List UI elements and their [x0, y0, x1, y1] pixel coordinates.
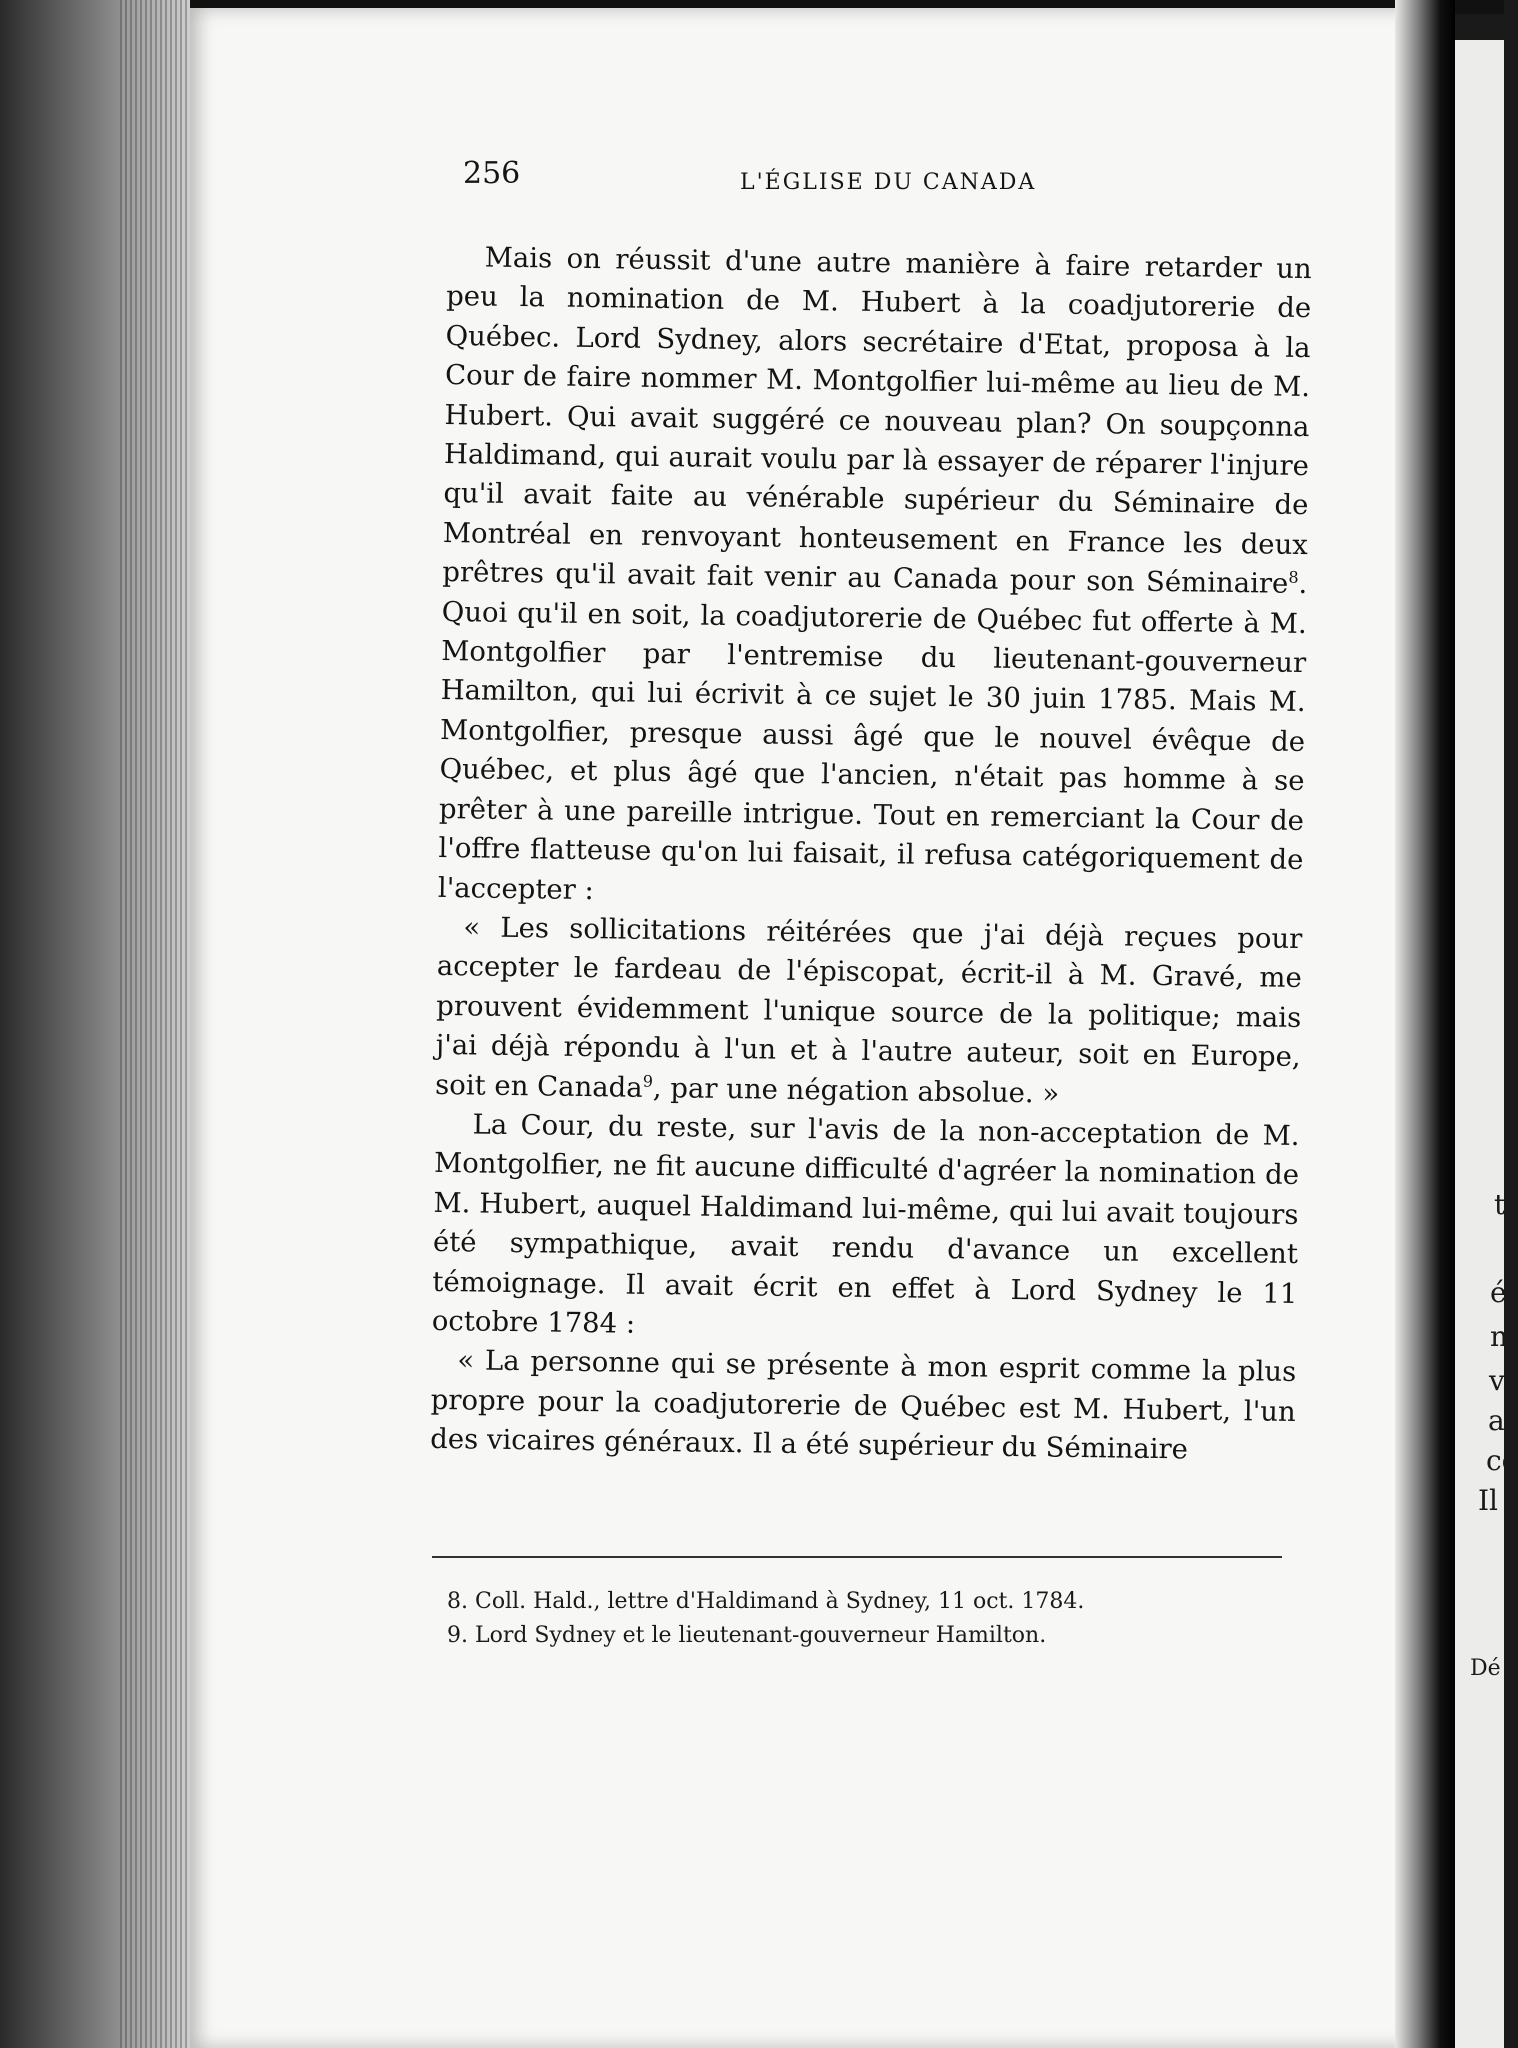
facing-page-fragment: Il	[1478, 1484, 1499, 1517]
paragraph-text: . Quoi qu'il en soit, la coadjutorerie de Québec fut offerte à M. Montgolfier par l'entremise du lieutenant-gouverneur Hamilton, qui lui écrivit à ce sujet le 30 juin 1785. Mais M. Montgolfier, presque aussi âgé que le nouvel évêque de Québec, et plus âgé que l'ancien, n'était pas homme à se prêter à une pareille intrigue. Tout en remerciant la Cour de l'offre flatteuse qu'on lui faisait, il refusa catégoriquement de l'accepter :	[437, 568, 1308, 906]
page-number: 256	[463, 156, 521, 191]
running-title: L'ÉGLISE DU CANADA	[740, 170, 1037, 195]
paragraph-text: , par une négation absolue. »	[652, 1071, 1060, 1110]
paragraph: La Cour, du reste, sur l'avis de la non-acceptation de M. Montgolfier, ne fit aucune difficulté d'agréer la nomination de M. Hubert, auquel Haldimand lui-même, qui lui avait toujours été sympathique, avait rendu d'avance un excellent témoignage. Il avait écrit en effet à Lord Sydney le 11 octobre 1784 :	[431, 1108, 1300, 1340]
quotation: « La personne qui se présente à mon esprit comme la plus propre pour la coadjutorerie de Québec est M. Hubert, l'un des vicaires généraux. Il a été supérieur du Séminaire	[430, 1344, 1297, 1466]
paragraph	[438, 238, 1312, 920]
footnote-reference: 8	[1288, 567, 1299, 588]
footnotes	[447, 1585, 1297, 1653]
facing-page-fragment: n	[1490, 1320, 1509, 1353]
facing-page-fragment: Dé	[1470, 1656, 1501, 1681]
paragraph-text: « Les sollicitations réitérées que j'ai déjà reçues pour accepter le fardeau de l'épiscopat, écrit-il à M. Gravé, me prouvent évidemment l'unique source de la politique; mais j'ai déjà répondu à l'un et à l'autre auteur, soit en Europe, soit en Canada	[434, 911, 1303, 1104]
quotation	[435, 908, 1303, 1117]
facing-page-fragment: a	[1488, 1404, 1505, 1437]
book-gutter	[1395, 0, 1455, 2048]
facing-page-fragment: ce	[1486, 1444, 1518, 1477]
footnote: 8. Coll. Hald., lettre d'Haldimand à Sydney, 11 oct. 1784.	[447, 1589, 1085, 1614]
facing-page-fragment: v	[1489, 1364, 1505, 1397]
facing-page-fragment: t	[1494, 1188, 1506, 1221]
page-edges	[120, 0, 190, 2048]
body-text	[430, 238, 1312, 1472]
paragraph-text: Mais on réussit d'une autre manière à faire retarder un peu la nomination de M. Hubert à la coadjutorerie de Québec. Lord Sydney, alors secrétaire d'Etat, proposa à la Cour de faire nommer M. Montgolfier lui-même au lieu de M. Hubert. Qui avait suggéré ce nouveau plan? On soupçonna Haldimand, qui aurait voulu par là essayer de réparer l'injure qu'il avait faite au vénérable supérieur du Séminaire de Montréal en renvoyant honteusement en France les deux prêtres qu'il avait fait venir au Canada pour son Séminaire	[442, 241, 1312, 601]
footnote: 9. Lord Sydney et le lieutenant-gouverneur Hamilton.	[447, 1623, 1047, 1648]
facing-page-fragment: é	[1490, 1276, 1507, 1309]
footnote-rule	[432, 1556, 1282, 1558]
footnote-reference: 9	[642, 1071, 654, 1091]
